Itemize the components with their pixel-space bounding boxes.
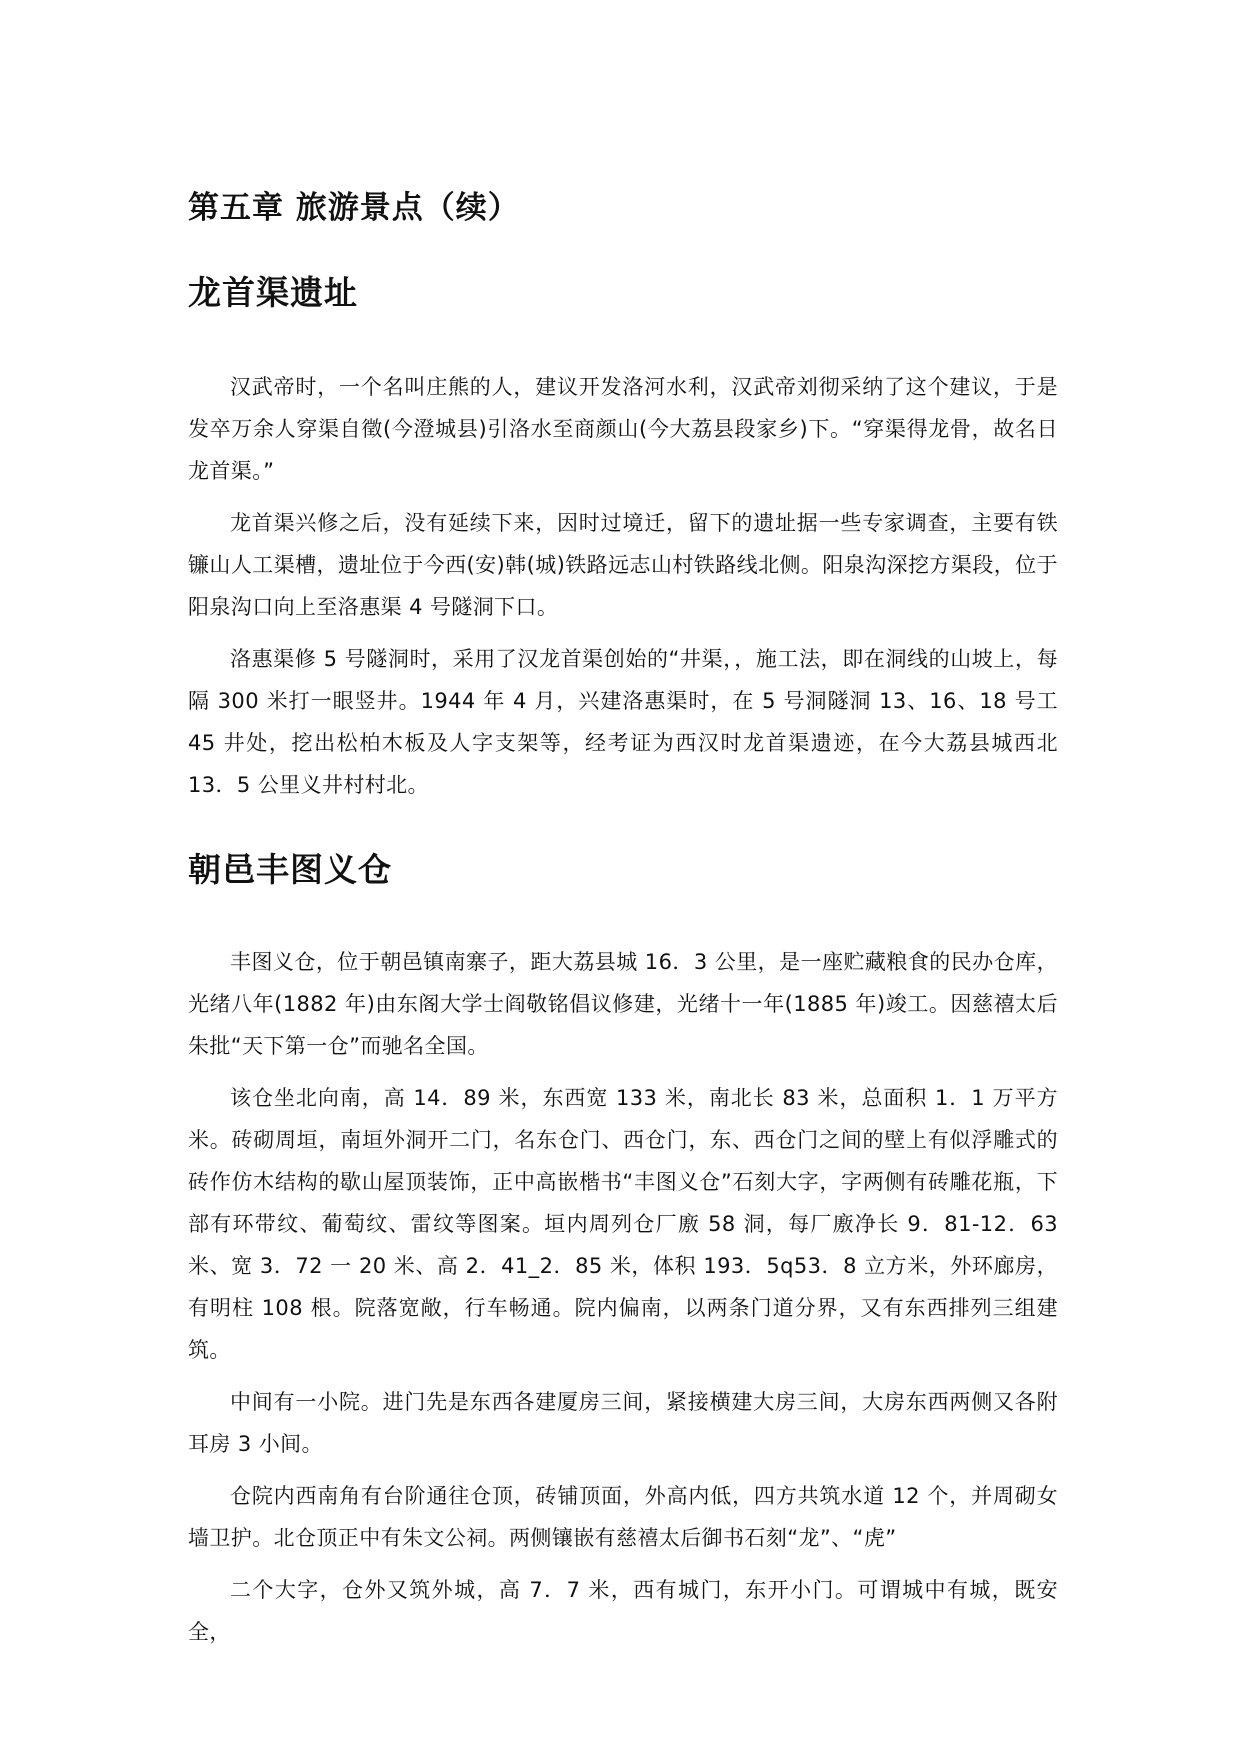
paragraph: 中间有一小院。进门先是东西各建厦房三间，紧接横建大房三间，大房东西两侧又各附耳房 3 小间。: [188, 1390, 1058, 1456]
section-body-longshouqu: [188, 366, 1058, 806]
section-title-fengtu-yicang: 朝邑丰图义仓: [188, 850, 392, 889]
paragraph: 二个大字，仓外又筑外城，高 7．7 米，西有城门，东开小门。可谓城中有城，既安全，: [188, 1578, 1058, 1644]
paragraph: 仓院内西南角有台阶通往仓顶，砖铺顶面，外高内低，四方共筑水道 12 个，并周砌女墙卫护。北仓顶正中有朱文公祠。两侧镶嵌有慈禧太后御书石刻“龙”、“虎”: [188, 1484, 1058, 1550]
paragraph: 洛惠渠修 5 号隧洞时，采用了汉龙首渠创始的“井渠，，施工法，即在洞线的山坡上，每隔 300 米打一眼竖井。1944 年 4 月，兴建洛惠渠时，在 5 号洞隧洞 13、16、18 号工 45 井处，挖出松柏木板及人字支架等，经考证为西汉时龙首渠遗迹，在今大荔县城西北 13．5 公里义井村村北。: [188, 647, 1058, 797]
document-page: [188, 188, 1058, 1663]
section-title-longshouqu: 龙首渠遗址: [188, 273, 358, 312]
paragraph: 龙首渠兴修之后，没有延续下来，因时过境迁，留下的遗址据一些专家调查，主要有铁镰山人工渠槽，遗址位于今西(安)韩(城)铁路远志山村铁路线北侧。阳泉沟深挖方渠段，位于阳泉沟口向上至洛惠渠 4 号隧洞下口。: [188, 511, 1058, 619]
section-body-fengtu-yicang: [188, 941, 1058, 1653]
paragraph: 丰图义仓，位于朝邑镇南寨子，距大荔县城 16．3 公里，是一座贮藏粮食的民办仓库，光绪八年(1882 年)由东阁大学士阎敬铭倡议修建，光绪十一年(1885 年)竣工。因慈禧太后朱批“天下第一仓”而驰名全国。: [188, 950, 1058, 1058]
paragraph: 该仓坐北向南，高 14．89 米，东西宽 133 米，南北长 83 米，总面积 1．1 万平方米。砖砌周垣，南垣外洞开二门，名东仓门、西仓门，东、西仓门之间的壁上有似浮雕式的砖作仿木结构的歇山屋顶装饰，正中高嵌楷书“丰图义仓”石刻大字，字两侧有砖雕花瓶，下部有环带纹、葡萄纹、雷纹等图案。垣内周列仓厂廒 58 洞，每厂廒净长 9．81-12．63 米、宽 3．72 一 20 米、高 2．41_2．85 米，体积 193．5q53．8 立方米，外环廊房，有明柱 108 根。院落宽敞，行车畅通。院内偏南，以两条门道分界，又有东西排列三组建筑。: [188, 1086, 1058, 1362]
paragraph: 汉武帝时，一个名叫庄熊的人，建议开发洛河水利，汉武帝刘彻采纳了这个建议，于是发卒万余人穿渠自徵(今澄城县)引洛水至商颜山(今大荔县段家乡)下。“穿渠得龙骨，故名日龙首渠。”: [188, 375, 1058, 483]
chapter-title: 第五章 旅游景点（续）: [188, 190, 520, 226]
